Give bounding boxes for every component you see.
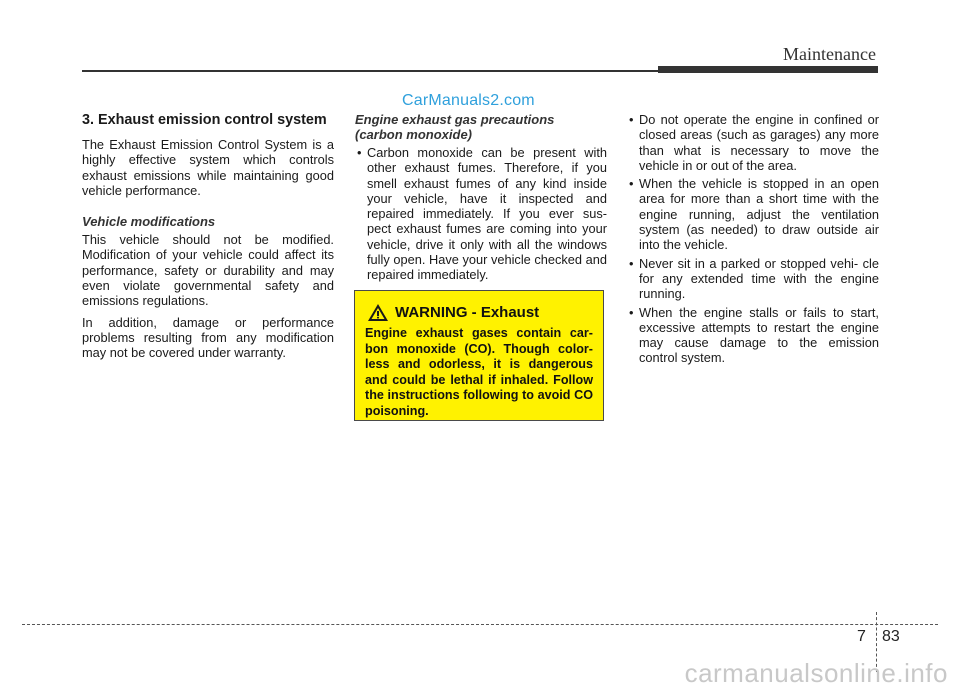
exhaust-bullet-list (355, 145, 607, 283)
column-left (82, 112, 334, 367)
footer-dashed-rule (22, 624, 938, 625)
spacer (82, 204, 334, 214)
column-right (627, 112, 879, 369)
warning-title: WARNING - Exhaust (395, 304, 540, 321)
subheading-modifications: Vehicle modifications (82, 214, 216, 230)
subheading-exhaust-precautions (355, 112, 607, 142)
site-watermark: carmanualsonline.info (684, 658, 948, 688)
warning-header (365, 303, 593, 322)
subheading-line1: Engine exhaust gas precautions (355, 112, 555, 127)
warning-triangle-icon (367, 303, 389, 322)
column-middle (355, 112, 607, 286)
list-item: • When the engine stalls or fails to start, excessive attempts to restart the engine may cause damage to the emission control system. (627, 305, 879, 366)
subheading-line2: (carbon monoxide) (355, 127, 473, 142)
section-title: Maintenance (783, 44, 876, 64)
modifications-paragraph: This vehicle should not be modified. Modification of your vehicle could affect its performance, safety or durability and may even violate governmental safety and emissions regulations. (82, 232, 334, 309)
section-heading: 3. Exhaust emission control system (82, 112, 327, 128)
header-rule-thin (82, 70, 660, 72)
list-item: • Carbon monoxide can be present with other exhaust fumes. Therefore, if you smell exhaust fumes of any kind inside your vehicle, have it inspected and repaired immediately. If you ever sus- pect exhaust fumes are coming into your vehicle, drive it only with all the windows fully open. Have your vehicle checked and repaired immediately. (355, 145, 607, 283)
list-item: • Do not operate the engine in confined or closed areas (such as garages) any more than what is necessary to move the vehicle in or out of the area. (627, 112, 879, 173)
page-number: 83 (882, 628, 900, 645)
chapter-number: 7 (857, 628, 866, 645)
intro-paragraph: The Exhaust Emission Control System is a highly effective system which controls exhaust emissions while maintaining good vehicle performance. (82, 137, 334, 198)
list-item: • Never sit in a parked or stopped vehi- cle for any extended time with the engine running. (627, 256, 879, 302)
list-item: • When the vehicle is stopped in an open area for more than a short time with the engine running, adjust the ventilation system (as needed) to draw outside air into the vehicle. (627, 176, 879, 252)
header-rule-thick (658, 66, 878, 73)
warning-body: Engine exhaust gases contain car- bon monoxide (CO). Though color- less and odorless, it is dangerous and could be lethal if inhaled. Follow the instructions following to avoid CO poisoning. (365, 326, 593, 418)
warning-box (354, 290, 604, 421)
precaution-bullet-list (627, 112, 879, 366)
watermark-link[interactable]: CarManuals2.com (402, 92, 535, 109)
warranty-paragraph: In addition, damage or performance problems resulting from any modification may not be covered under warranty. (82, 314, 334, 361)
